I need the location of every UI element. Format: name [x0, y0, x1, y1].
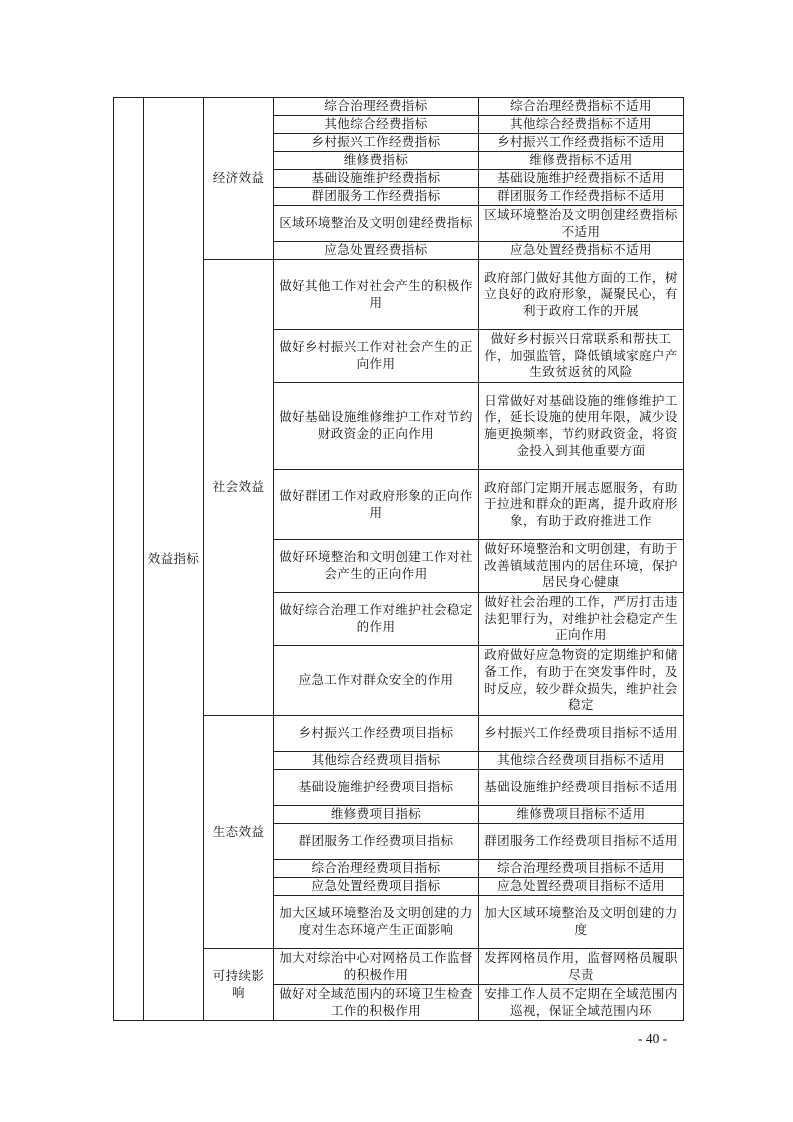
indicator-cell: 综合治理经费项目指标 — [274, 860, 479, 878]
indicator-cell: 区域环境整治及文明创建经费指标 — [274, 206, 479, 242]
value-cell: 做好社会治理的工作，严厉打击违法犯罪行为，对维护社会稳定产生正向作用 — [479, 593, 684, 646]
value-cell: 日常做好对基础设施的维修维护工作，延长设施的使用年限，减少设施更换频率，节约财政资金，将资金投入到其他重要方面 — [479, 383, 684, 470]
level2-cell: 效益指标 — [144, 98, 204, 1021]
value-cell: 政府部门定期开展志愿服务，有助于拉进和群众的距离，提升政府形象，有助于政府推进工作 — [479, 470, 684, 540]
page-number: - 40 - — [638, 1031, 668, 1046]
value-cell: 加大区域环境整治及文明创建的力度 — [479, 896, 684, 949]
value-cell: 乡村振兴工作经费项目指标不适用 — [479, 716, 684, 752]
value-cell: 做好乡村振兴日常联系和帮扶工作，加强监管，降低镇域家庭户产生致贫返贫的风险 — [479, 330, 684, 383]
indicator-cell: 综合治理经费指标 — [274, 98, 479, 116]
indicator-cell: 基础设施维护经费项目指标 — [274, 770, 479, 806]
indicator-cell: 做好群团工作对政府形象的正向作用 — [274, 470, 479, 540]
indicator-cell: 加大对综治中心对网格员工作监督的积极作用 — [274, 949, 479, 985]
indicator-cell: 做好乡村振兴工作对社会产生的正向作用 — [274, 330, 479, 383]
indicator-cell: 乡村振兴工作经费指标 — [274, 134, 479, 152]
value-cell: 区域环境整治及文明创建经费指标不适用 — [479, 206, 684, 242]
level3-cell: 生态效益 — [204, 716, 274, 949]
indicator-cell: 维修费项目指标 — [274, 806, 479, 824]
indicator-cell: 做好其他工作对社会产生的积极作用 — [274, 260, 479, 330]
indicator-cell: 应急工作对群众安全的作用 — [274, 646, 479, 716]
value-cell: 发挥网格员作用，监督网格员履职尽责 — [479, 949, 684, 985]
indicator-cell: 群团服务工作经费指标 — [274, 188, 479, 206]
indicator-cell: 其他综合经费项目指标 — [274, 752, 479, 770]
value-cell: 基础设施维护经费指标不适用 — [479, 170, 684, 188]
value-cell: 维修费指标不适用 — [479, 152, 684, 170]
level1-cell — [114, 98, 144, 1021]
indicator-cell: 做好综合治理工作对维护社会稳定的作用 — [274, 593, 479, 646]
indicator-cell: 群团服务工作经费项目指标 — [274, 824, 479, 860]
value-cell: 群团服务工作经费项目指标不适用 — [479, 824, 684, 860]
value-cell: 政府做好应急物资的定期维护和储备工作，有助于在突发事件时，及时反应，较少群众损失，维护社会稳定 — [479, 646, 684, 716]
indicator-cell: 做好基础设施维修维护工作对节约财政资金的正向作用 — [274, 383, 479, 470]
value-cell: 其他综合经费项目指标不适用 — [479, 752, 684, 770]
value-cell: 综合治理经费指标不适用 — [479, 98, 684, 116]
value-cell: 其他综合经费指标不适用 — [479, 116, 684, 134]
indicator-cell: 应急处置经费指标 — [274, 242, 479, 260]
table-row — [114, 98, 684, 116]
value-cell: 应急处置经费指标不适用 — [479, 242, 684, 260]
indicator-cell: 基础设施维护经费指标 — [274, 170, 479, 188]
level3-cell: 社会效益 — [204, 260, 274, 716]
value-cell: 应急处置经费项目指标不适用 — [479, 878, 684, 896]
indicator-cell: 乡村振兴工作经费项目指标 — [274, 716, 479, 752]
value-cell: 乡村振兴工作经费指标不适用 — [479, 134, 684, 152]
indicator-cell: 做好环境整治和文明创建工作对社会产生的正向作用 — [274, 540, 479, 593]
level3-cell: 可持续影响 — [204, 949, 274, 1021]
value-cell: 做好环境整治和文明创建，有助于改善镇域范围内的居住环境，保护居民身心健康 — [479, 540, 684, 593]
value-cell: 基础设施维护经费项目指标不适用 — [479, 770, 684, 806]
indicator-cell: 其他综合经费指标 — [274, 116, 479, 134]
indicator-cell: 做好对全域范围内的环境卫生检查工作的积极作用 — [274, 985, 479, 1021]
indicator-table — [113, 97, 684, 1021]
indicator-cell: 加大区域环境整治及文明创建的力度对生态环境产生正面影响 — [274, 896, 479, 949]
value-cell: 综合治理经费项目指标不适用 — [479, 860, 684, 878]
indicator-cell: 维修费指标 — [274, 152, 479, 170]
value-cell: 政府部门做好其他方面的工作，树立良好的政府形象，凝聚民心，有利于政府工作的开展 — [479, 260, 684, 330]
indicator-cell: 应急处置经费项目指标 — [274, 878, 479, 896]
value-cell: 安排工作人员不定期在全域范围内巡视，保证全域范围内环 — [479, 985, 684, 1021]
value-cell: 维修费项目指标不适用 — [479, 806, 684, 824]
value-cell: 群团服务工作经费指标不适用 — [479, 188, 684, 206]
level3-cell: 经济效益 — [204, 98, 274, 260]
